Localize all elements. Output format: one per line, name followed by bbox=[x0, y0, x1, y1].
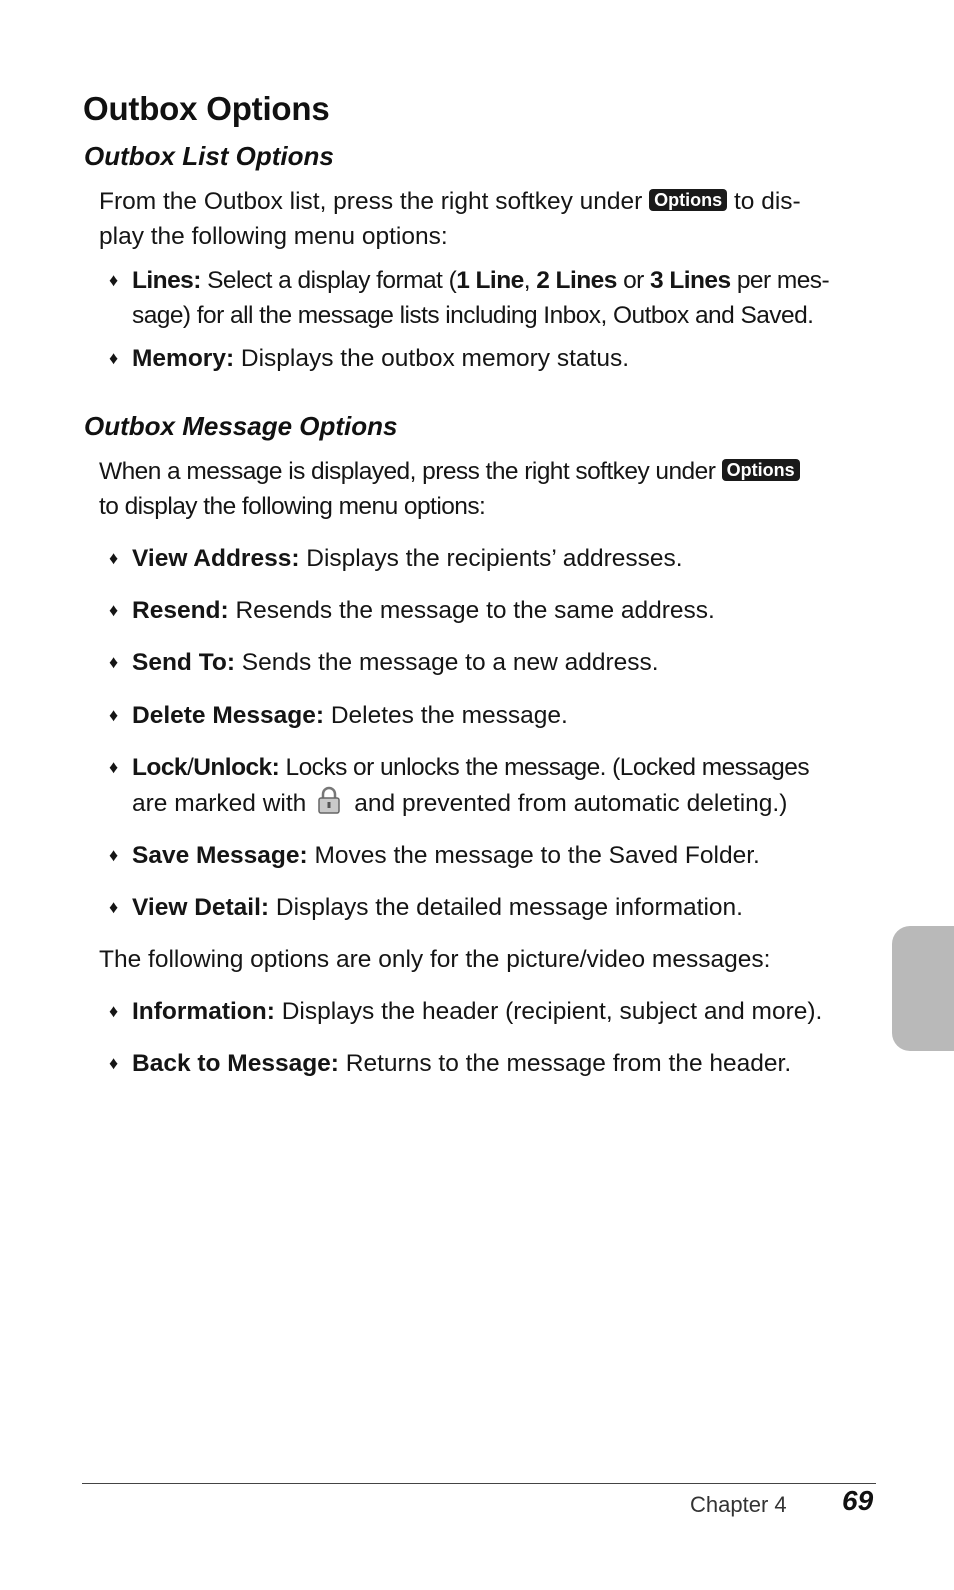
diamond-bullet-icon: ♦ bbox=[109, 600, 119, 620]
intro-text: From the Outbox list, press the right softkey under bbox=[99, 188, 643, 215]
diamond-bullet-icon: ♦ bbox=[109, 548, 119, 568]
bullet-text-tail: per mes- bbox=[736, 267, 830, 294]
option-3-lines: 3 Lines bbox=[650, 267, 731, 294]
section-heading-outbox-message: Outbox Message Options bbox=[84, 411, 398, 441]
bullet-memory bbox=[109, 341, 869, 376]
bullet-delete-message bbox=[109, 698, 869, 733]
bullet-text-or: or bbox=[623, 267, 644, 294]
label-slash: / bbox=[186, 754, 194, 781]
page-title: Outbox Options bbox=[83, 90, 330, 127]
bullet-label: Memory: bbox=[132, 345, 235, 372]
picture-video-note: The following options are only for the picture/video messages: bbox=[99, 946, 771, 973]
bullet-text: Locks or unlocks the message. (Locked messages bbox=[285, 754, 810, 781]
bullet-label: View Address: bbox=[132, 545, 300, 572]
bullet-label-lock: Lock bbox=[132, 754, 187, 781]
bullet-text: Displays the recipients’ addresses. bbox=[306, 545, 683, 572]
bullet-text: Moves the message to the Saved Folder. bbox=[314, 842, 760, 869]
bullet-view-detail bbox=[109, 890, 869, 925]
diamond-bullet-icon: ♦ bbox=[109, 705, 119, 725]
diamond-bullet-icon: ♦ bbox=[109, 270, 118, 290]
bullet-label: Back to Message: bbox=[132, 1050, 339, 1077]
bullet-text: Deletes the message. bbox=[330, 702, 568, 729]
bullet-text-line2a: are marked with bbox=[132, 790, 307, 817]
bullet-label: Save Message: bbox=[132, 842, 308, 869]
intro-text-cont: to dis- bbox=[733, 188, 801, 215]
diamond-bullet-icon: ♦ bbox=[109, 897, 119, 917]
footer-chapter: Chapter 4 bbox=[690, 1492, 787, 1517]
bullet-label: Lines: bbox=[132, 267, 201, 294]
bullet-label: Information: bbox=[132, 998, 275, 1025]
diamond-bullet-icon: ♦ bbox=[109, 845, 119, 865]
diamond-bullet-icon: ♦ bbox=[109, 1001, 119, 1021]
footer-divider bbox=[82, 1483, 876, 1484]
bullet-lock-unlock bbox=[109, 750, 869, 821]
lock-icon bbox=[316, 785, 342, 815]
bullet-text: Sends the message to a new address. bbox=[241, 649, 659, 676]
bullet-back-to-message bbox=[109, 1046, 869, 1081]
bullet-text: Displays the header (recipient, subject and more). bbox=[281, 998, 823, 1025]
intro-text-line2: to display the following menu options: bbox=[99, 493, 486, 520]
bullet-text: Displays the detailed message information. bbox=[275, 894, 743, 921]
bullet-text: Displays the outbox memory status. bbox=[240, 345, 629, 372]
bullet-label: View Detail: bbox=[132, 894, 270, 921]
diamond-bullet-icon: ♦ bbox=[109, 757, 119, 777]
options-softkey-badge: Options bbox=[722, 459, 800, 481]
bullet-save-message bbox=[109, 838, 869, 873]
intro-text: When a message is displayed, press the right softkey under bbox=[99, 458, 716, 485]
bullet-text: Returns to the message from the header. bbox=[345, 1050, 792, 1077]
option-2-lines: 2 Lines bbox=[536, 267, 617, 294]
bullet-text-comma: , bbox=[523, 267, 530, 294]
bullet-text: Resends the message to the same address. bbox=[235, 597, 715, 624]
bullet-text-line2: sage) for all the message lists including Inbox, Outbox and Saved. bbox=[132, 302, 814, 329]
section-heading-outbox-list: Outbox List Options bbox=[84, 141, 334, 171]
diamond-bullet-icon: ♦ bbox=[109, 1053, 119, 1073]
bullet-lines bbox=[109, 263, 869, 333]
diamond-bullet-icon: ♦ bbox=[109, 348, 119, 368]
options-softkey-badge: Options bbox=[649, 189, 727, 211]
bullet-label: Send To: bbox=[132, 649, 235, 676]
bullet-text-line2b: and prevented from automatic deleting.) bbox=[354, 790, 788, 817]
diamond-bullet-icon: ♦ bbox=[109, 652, 119, 672]
bullet-resend bbox=[109, 593, 869, 628]
bullet-view-address bbox=[109, 541, 869, 576]
outbox-message-intro bbox=[99, 454, 869, 524]
bullet-send-to bbox=[109, 645, 869, 680]
bullet-information bbox=[109, 994, 869, 1029]
intro-text-line2: play the following menu options: bbox=[99, 223, 448, 250]
bullet-label: Delete Message: bbox=[132, 702, 325, 729]
page-number: 69 bbox=[842, 1485, 874, 1516]
option-1-line: 1 Line bbox=[456, 267, 524, 294]
bullet-label: Resend: bbox=[132, 597, 229, 624]
chapter-thumb-tab bbox=[892, 926, 954, 1051]
bullet-label-unlock: Unlock: bbox=[193, 754, 280, 781]
outbox-list-intro bbox=[99, 184, 869, 254]
bullet-text: Select a display format ( bbox=[207, 267, 457, 294]
